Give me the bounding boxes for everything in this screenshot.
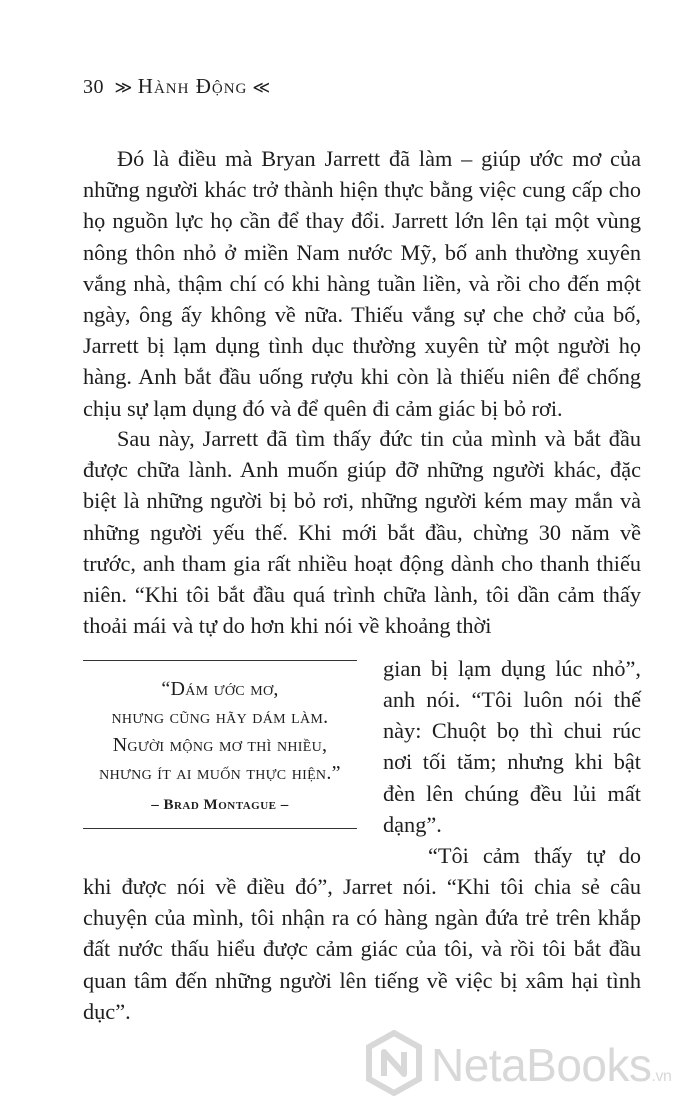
left-chevron-icon: ≫ [114, 78, 133, 97]
quote-line-4: nhưng ít ai muốn thực hiện.” [99, 762, 341, 784]
quote-author: – Brad Montague – [151, 797, 289, 813]
paragraph-2-side-first-line: gian bị lạm dụng lúc nhỏ”, [383, 656, 641, 681]
quote-line-1: “Dám ước mơ, [161, 678, 279, 700]
paragraph-3-first-line: “Tôi cảm thấy tự do [428, 843, 641, 868]
quote-line-2: nhưng cũng hãy dám làm. [111, 706, 329, 728]
watermark-suffix: .vn [651, 1068, 672, 1085]
chapter-title: Hành Động [137, 74, 248, 98]
n-hexagon-logo-icon [365, 1030, 423, 1096]
paragraph-2-side-continuation: anh nói. “Tôi luôn nói thế này: Chuột bọ thì chui rúc nơi tối tăm; nhưng khi bật đèn lên chúng đều lủi mất dạng”. [383, 687, 641, 837]
paragraph-3: khi được nói về điều đó”, Jarret nói. “Khi tôi chia sẻ câu chuyện của mình, tôi nhận ra có hàng ngàn đứa trẻ trên khắp đất nước thấu hiểu được cảm giác của tôi, và rồi tôi bắt đầu quan tâm đến những người lên tiếng về việc bị xâm hại tình dục”. [83, 874, 641, 1024]
pull-quote [83, 660, 357, 829]
netabooks-watermark [365, 1030, 700, 1100]
running-header [83, 74, 276, 99]
right-chevron-icon: ≪ [252, 78, 271, 97]
quote-line-3: Người mộng mơ thì nhiều, [112, 734, 328, 756]
watermark-brand: NetaBooks.vn [431, 1039, 672, 1091]
page-number: 30 [83, 76, 104, 98]
paragraph-2: Sau này, Jarrett đã tìm thấy đức tin của mình và bắt đầu được chữa lành. Anh muốn giúp đỡ những người khác, đặc biệt là những người bị bỏ rơi, những người kém may mắn và những người yếu thế. Khi mới bắt đầu, chừng 30 năm về trước, anh tham gia rất nhiều hoạt động dành cho thanh thiếu niên. “Khi tôi bắt đầu quá trình chữa lành, tôi dần cảm thấy thoải mái và tự do hơn khi nói về khoảng thời [83, 426, 641, 639]
paragraph-1: Đó là điều mà Bryan Jarrett đã làm – giúp ước mơ của những người khác trở thành hiện thực bằng việc cung cấp cho họ nguồn lực họ cần để thay đổi. Jarrett lớn lên tại một vùng nông thôn nhỏ ở miền Nam nước Mỹ, bố anh thường xuyên vắng nhà, thậm chí có khi hàng tuần liền, và rồi cho đến một ngày, ông ấy không về nữa. Thiếu vắng sự che chở của bố, Jarrett bị lạm dụng tình dục thường xuyên từ một người họ hàng. Anh bắt đầu uống rượu khi còn là thiếu niên để chống chịu sự lạm dụng đó và để quên đi cảm giác bị bỏ rơi. [83, 146, 641, 421]
